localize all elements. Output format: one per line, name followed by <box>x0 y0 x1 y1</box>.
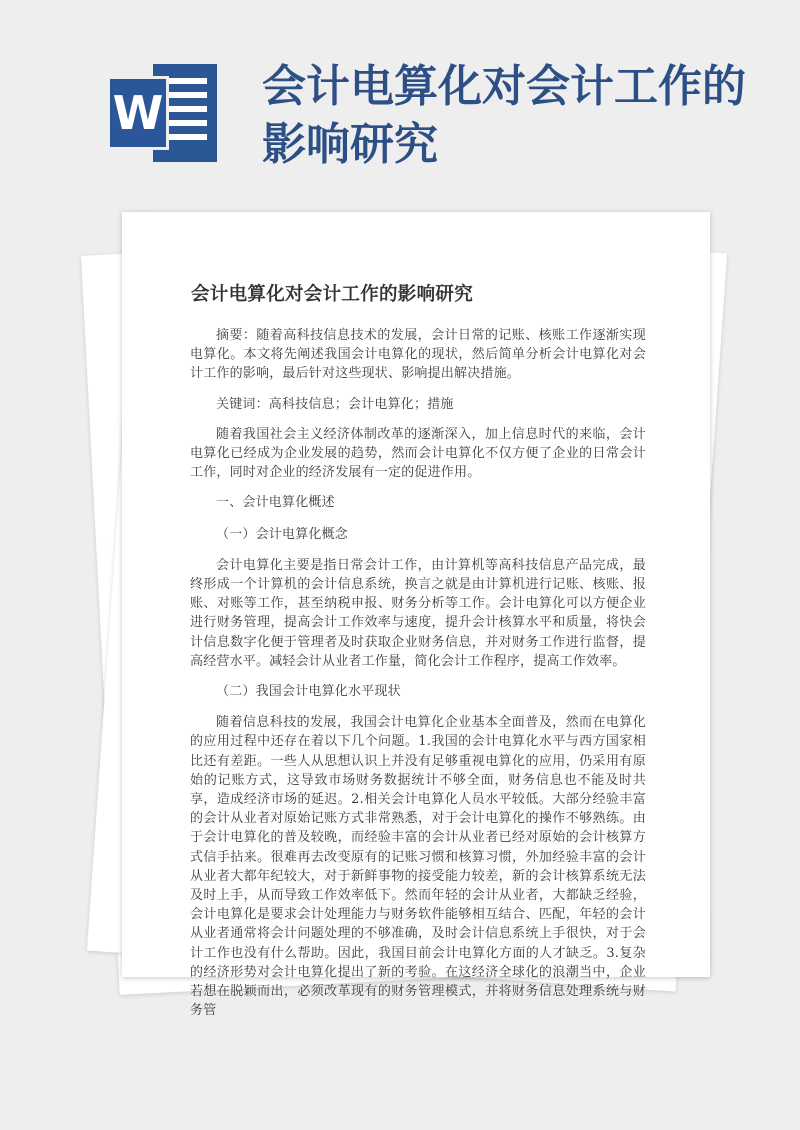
subsection-heading: （一）会计电算化概念 <box>216 526 349 542</box>
section-heading: 一、会计电算化概述 <box>216 495 335 511</box>
document-title: 会计电算化对会计工作的影响研究 <box>191 284 474 305</box>
subsection-heading: （二）我国会计电算化水平现状 <box>216 684 401 700</box>
word-letter-badge: W <box>107 76 169 150</box>
abstract-paragraph: 摘要：随着高科技信息技术的发展，会计日常的记账、核账工作逐渐实现电算化。本文将先阐述我国会计电算化的现状，然后简单分析会计电算化对会计工作的影响，最后针对这些现状、影响提出解决措施。 <box>190 328 646 382</box>
body-paragraph: 会计电算化主要是指日常会计工作，由计算机等高科技信息产品完成，最终形成一个计算机的会计信息系统，换言之就是由计算机进行记账、核账、报账、对账等工作，甚至纳税申报、财务分析等工作。会计电算化可以方便企业进行财务管理，提高会计工作效率与速度，提升会计核算水平和质量，将快会计信息数字化便于管理者及时获取企业财务信息，并对财务工作进行监督，提高经营水平。减轻会计从业者工作量，简化会计工作程序，提高工作效率。 <box>190 557 646 669</box>
document-body <box>190 326 646 1032</box>
keywords-paragraph: 关键词：高科技信息；会计电算化；措施 <box>216 396 454 412</box>
body-paragraph: 随着信息科技的发展，我国会计电算化企业基本全面普及，然而在电算化的应用过程中还存在着以下几个问题。1.我国的会计电算化水平与西方国家相比还有差距。一些人从思想认识上并没有足够重视电算化的应用，仍采用有原始的记账方式，这导致市场财务数据统计不够全面，财务信息也不能及时共享，造成经济市场的延迟。2.相关会计电算化人员水平较低。大部分经验丰富的会计从业者对原始记账方式非常熟悉，对于会计电算化的操作不够熟练。由于会计电算化的普及较晚，而经验丰富的会计从业者已经对原始的会计核算方式信手拈来。很难再去改变原有的记账习惯和核算习惯，外加经验丰富的会计从业者大都年纪较大，对于新鲜事物的接受能力较差，新的会计核算系统无法及时上手，从而导致工作效率低下。然而年轻的会计从业者，大都缺乏经验，会计电算化是要求会计处理能力与财务软件能够相互结合、匹配，年轻的会计从业者通常将会计问题处理的不够准确，及时会计信息系统上手很快，对于会计工作也没有什么帮助。因此，我国目前会计电算化方面的人才缺乏。3.复杂的经济形势对会计电算化提出了新的考验。在这经济全球化的浪潮当中，企业若想在脱颖而出，必须改革现有的财务管理模式，并将财务信息处理系统与财务管 <box>190 715 646 1019</box>
intro-paragraph: 随着我国社会主义经济体制改革的逐渐深入，加上信息时代的来临，会计电算化已经成为企业发展的趋势，然而会计电算化不仅方便了企业的日常会计工作，同时对企业的经济发展有一定的促进作用。 <box>190 426 646 481</box>
word-document-icon <box>107 64 217 162</box>
document-page <box>122 212 710 1019</box>
banner-title: 会计电算化对会计工作的影响研究 <box>262 61 746 170</box>
